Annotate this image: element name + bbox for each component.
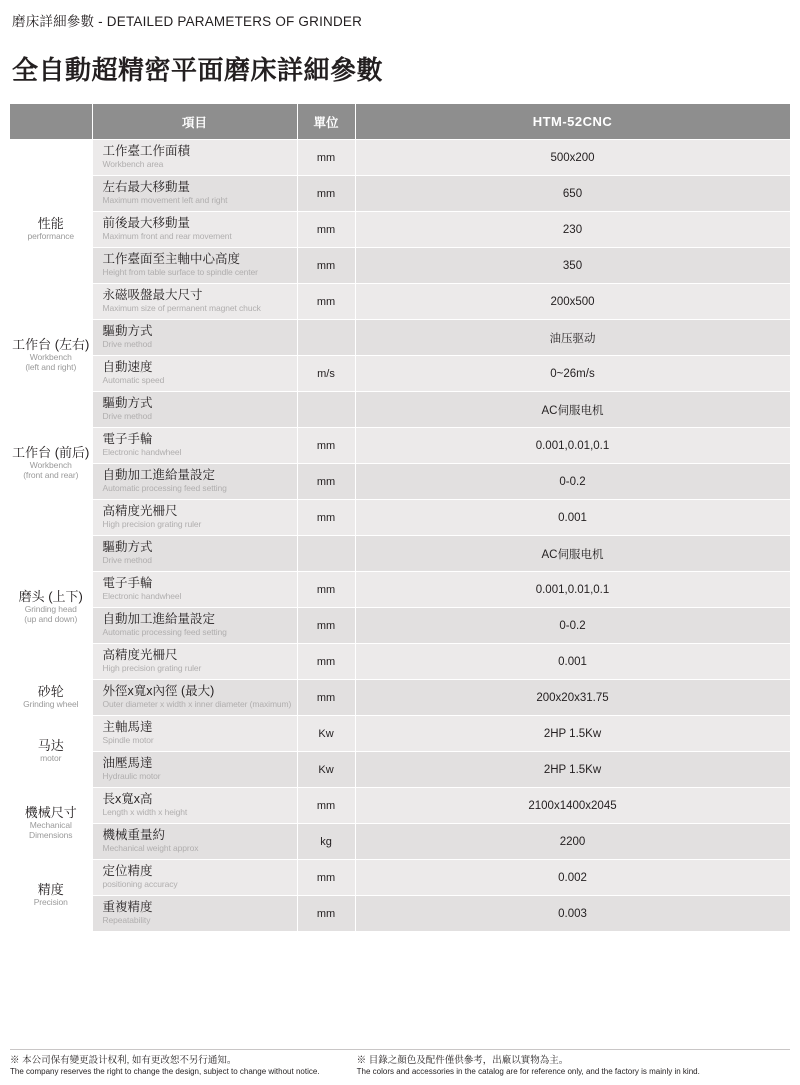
table-row	[10, 572, 790, 608]
group-motor: 马达 motor	[10, 716, 92, 788]
unit-cell: mm	[297, 860, 355, 896]
page-title: 全自動超精密平面磨床詳細參數	[12, 55, 384, 85]
header-blank	[10, 104, 92, 140]
breadcrumb: 磨床詳細參數 - DETAILED PARAMETERS OF GRINDER	[12, 14, 363, 29]
value-cell: 230	[355, 212, 790, 248]
value-cell: 0-0.2	[355, 608, 790, 644]
table-row	[10, 608, 790, 644]
item-cell: 驅動方式 Drive method	[92, 320, 297, 356]
table-row	[10, 356, 790, 392]
value-cell: 0.001,0.01,0.1	[355, 572, 790, 608]
unit-cell: Kw	[297, 716, 355, 752]
table-row	[10, 284, 790, 320]
unit-cell: mm	[297, 500, 355, 536]
footer-right-en: The colors and accessories in the catalog are for reference only, and the factory is mainly in kind.	[356, 1067, 700, 1076]
group-dimensions: 機械尺寸 Mechanical Dimensions	[10, 788, 92, 860]
unit-cell: Kw	[297, 752, 355, 788]
value-cell: 2100x1400x2045	[355, 788, 790, 824]
unit-cell: mm	[297, 896, 355, 932]
value-cell: 0.003	[355, 896, 790, 932]
table-row	[10, 212, 790, 248]
table-row	[10, 860, 790, 896]
item-cell: 工作臺面至主軸中心高度 Height from table surface to spindle center	[92, 248, 297, 284]
group-workbench-left-right: 工作台 (左右) Workbench (left and right)	[10, 320, 92, 392]
item-cell: 電子手輪 Electronic handwheel	[92, 428, 297, 464]
value-cell: AC伺服电机	[355, 536, 790, 572]
value-cell: AC伺服电机	[355, 392, 790, 428]
table-row	[10, 680, 790, 716]
value-cell: 650	[355, 176, 790, 212]
value-cell: 0.001,0.01,0.1	[355, 428, 790, 464]
unit-cell: mm	[297, 680, 355, 716]
unit-cell: kg	[297, 824, 355, 860]
table-row	[10, 176, 790, 212]
unit-cell	[297, 392, 355, 428]
table-row	[10, 428, 790, 464]
item-cell: 主軸馬達 Spindle motor	[92, 716, 297, 752]
unit-cell: mm	[297, 212, 355, 248]
table-row	[10, 788, 790, 824]
item-cell: 外徑x寬x內徑 (最大) Outer diameter x width x inner diameter (maximum)	[92, 680, 297, 716]
header-unit: 單位	[297, 104, 355, 140]
value-cell: 2200	[355, 824, 790, 860]
unit-cell: mm	[297, 644, 355, 680]
header-model: HTM-52CNC	[355, 104, 790, 140]
unit-cell: mm	[297, 140, 355, 176]
value-cell: 200x500	[355, 284, 790, 320]
table-row	[10, 320, 790, 356]
item-cell: 重複精度 Repeatability	[92, 896, 297, 932]
table-row	[10, 896, 790, 932]
item-cell: 自動加工進給量設定 Automatic processing feed setting	[92, 608, 297, 644]
item-cell: 高精度光柵尺 High precision grating ruler	[92, 644, 297, 680]
table-header	[10, 104, 790, 140]
unit-cell: mm	[297, 248, 355, 284]
table-row	[10, 248, 790, 284]
group-precision: 精度 Precision	[10, 860, 92, 932]
group-grinding-wheel: 砂轮 Grinding wheel	[10, 680, 92, 716]
item-cell: 驅動方式 Drive method	[92, 536, 297, 572]
value-cell: 350	[355, 248, 790, 284]
item-cell: 永磁吸盤最大尺寸 Maximum size of permanent magnet chuck	[92, 284, 297, 320]
table-row	[10, 464, 790, 500]
footer-left-zh: ※ 本公司保有變更設计权利, 如有更改恕不另行通知。	[10, 1055, 237, 1067]
table-body	[10, 140, 790, 932]
table-row	[10, 644, 790, 680]
unit-cell: mm	[297, 572, 355, 608]
table-row	[10, 536, 790, 572]
item-cell: 工作臺工作面積 Workbench area	[92, 140, 297, 176]
unit-cell: mm	[297, 284, 355, 320]
value-cell: 0.002	[355, 860, 790, 896]
item-cell: 左右最大移動量 Maximum movement left and right	[92, 176, 297, 212]
unit-cell: mm	[297, 608, 355, 644]
header-item: 項目	[92, 104, 297, 140]
value-cell: 2HP 1.5Kw	[355, 716, 790, 752]
item-cell: 機械重量約 Mechanical weight approx	[92, 824, 297, 860]
item-cell: 自動速度 Automatic speed	[92, 356, 297, 392]
table-row	[10, 824, 790, 860]
specifications-table	[10, 103, 791, 932]
item-cell: 高精度光柵尺 High precision grating ruler	[92, 500, 297, 536]
table-row	[10, 392, 790, 428]
value-cell: 0.001	[355, 644, 790, 680]
value-cell: 500x200	[355, 140, 790, 176]
value-cell: 0~26m/s	[355, 356, 790, 392]
value-cell: 2HP 1.5Kw	[355, 752, 790, 788]
unit-cell: mm	[297, 788, 355, 824]
group-grinding-head: 磨头 (上下) Grinding head (up and down)	[10, 536, 92, 680]
footer-note-left	[10, 1055, 357, 1077]
unit-cell: m/s	[297, 356, 355, 392]
footer-left-en: The company reserves the right to change the design, subject to change without notice.	[10, 1067, 320, 1076]
footer-notes	[10, 1049, 790, 1077]
value-cell: 油压驱动	[355, 320, 790, 356]
table-row	[10, 140, 790, 176]
value-cell: 0.001	[355, 500, 790, 536]
unit-cell	[297, 320, 355, 356]
unit-cell: mm	[297, 428, 355, 464]
value-cell: 200x20x31.75	[355, 680, 790, 716]
item-cell: 電子手輪 Electronic handwheel	[92, 572, 297, 608]
group-workbench-front-rear: 工作台 (前后) Workbench (front and rear)	[10, 392, 92, 536]
item-cell: 長x寬x高 Length x width x height	[92, 788, 297, 824]
item-cell: 前後最大移動量 Maximum front and rear movement	[92, 212, 297, 248]
table-row	[10, 500, 790, 536]
group-performance: 性能 performance	[10, 140, 92, 320]
unit-cell	[297, 536, 355, 572]
item-cell: 油壓馬達 Hydraulic motor	[92, 752, 297, 788]
value-cell: 0-0.2	[355, 464, 790, 500]
footer-right-zh: ※ 目錄之顏色及配件僅供參考，出廠以實物為主。	[356, 1055, 569, 1067]
item-cell: 定位精度 positioning accuracy	[92, 860, 297, 896]
table-row	[10, 752, 790, 788]
footer-note-right	[357, 1055, 790, 1077]
unit-cell: mm	[297, 176, 355, 212]
table-row	[10, 716, 790, 752]
unit-cell: mm	[297, 464, 355, 500]
item-cell: 驅動方式 Drive method	[92, 392, 297, 428]
item-cell: 自動加工進給量設定 Automatic processing feed setting	[92, 464, 297, 500]
